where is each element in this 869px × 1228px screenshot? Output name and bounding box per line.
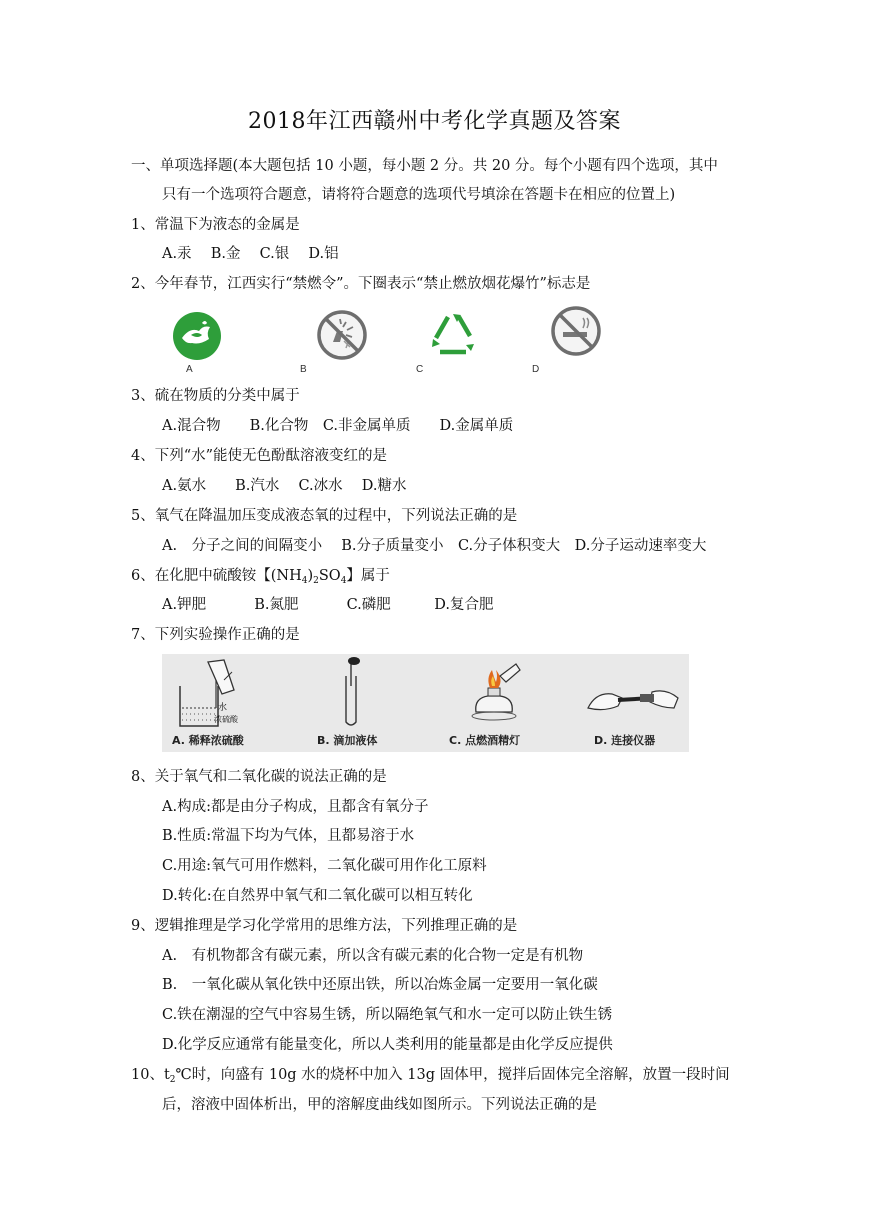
question-9-option-c: C.铁在潮湿的空气中容易生锈，所以隔绝氧气和水一定可以防止铁生锈: [162, 1007, 613, 1023]
q2-label-a: A: [186, 364, 193, 375]
recycle-sign-icon: [428, 311, 480, 359]
question-8-option-b: B.性质:常温下均为气体，且都易溶于水: [162, 828, 415, 844]
page-title: 2018年江西赣州中考化学真题及答案: [248, 109, 621, 134]
lab-operations-figure: [162, 654, 689, 752]
question-5-options: A. 分子之间的间隔变小 B.分子质量变小 C.分子体积变大 D.分子运动速率变大: [162, 538, 707, 554]
caption-b: B. 滴加液体: [317, 734, 378, 747]
question-3-stem: 3、硫在物质的分类中属于: [131, 388, 300, 404]
question-8-option-d: D.转化:在自然界中氧气和二氧化碳可以相互转化: [162, 888, 473, 904]
caption-c: C. 点燃酒精灯: [449, 734, 521, 747]
question-5-stem: 5、氧气在降温加压变成液态氧的过程中，下列说法正确的是: [131, 508, 518, 524]
question-4-stem: 4、下列“水”能使无色酚酞溶液变红的是: [131, 448, 388, 464]
question-10-stem-line2: 后，溶液中固体析出，甲的溶解度曲线如图所示。下列说法正确的是: [162, 1097, 597, 1113]
question-6-stem: 6、在化肥中硫酸铵【$(NH_4)_2SO_4$】属于: [131, 568, 390, 586]
section-header-line2: 只有一个选项符合题意，请将符合题意的选项代号填涂在答题卡在相应的位置上): [162, 187, 676, 203]
q2-label-d: D: [532, 364, 540, 375]
question-9-option-b: B. 一氧化碳从氧化铁中还原出铁，所以冶炼金属一定要用一氧化碳: [162, 977, 598, 993]
beaker-dilution-icon: [172, 656, 252, 732]
question-6-options: A.钾肥 B.氮肥 C.磷肥 D.复合肥: [162, 597, 494, 613]
question-4-options: A.氨水 B.汽水 C.冰水 D.糖水: [162, 478, 407, 494]
question-1-stem: 1、常温下为液态的金属是: [131, 217, 300, 233]
caption-a: A. 稀释浓硫酸: [172, 734, 244, 747]
label-conc-acid: 浓硫酸: [214, 715, 238, 724]
question-8-option-c: C.用途:氧气可用作燃料，二氧化碳可用作化工原料: [162, 858, 487, 874]
section-header-line1: 一、单项选择题(本大题包括 10 小题，每小题 2 分。共 20 分。每个小题有四个选项，其中: [131, 158, 718, 174]
question-9-stem: 9、逻辑推理是学习化学常用的思维方法，下列推理正确的是: [131, 918, 518, 934]
question-8-stem: 8、关于氧气和二氧化碳的说法正确的是: [131, 769, 387, 785]
question-9-option-d: D.化学反应通常有能量变化，所以人类利用的能量都是由化学反应提供: [162, 1037, 613, 1053]
question-3-options: A.混合物 B.化合物 C.非金属单质 D.金属单质: [162, 418, 514, 434]
no-smoking-sign-icon: [550, 305, 602, 357]
q2-label-c: C: [416, 364, 424, 375]
question-1-options: A.汞 B.金 C.银 D.铝: [162, 246, 339, 262]
alcohol-lamp-icon: [462, 658, 526, 728]
question-8-option-a: A.构成:都是由分子构成，且都含有氧分子: [162, 799, 429, 815]
caption-d: D. 连接仪器: [594, 734, 656, 747]
water-saving-logo-icon: [172, 311, 222, 361]
no-fireworks-sign-icon: [316, 309, 368, 361]
question-9-option-a: A. 有机物都含有碳元素，所以含有碳元素的化合物一定是有机物: [162, 948, 584, 964]
connecting-apparatus-icon: [582, 664, 682, 724]
question-2-stem: 2、今年春节，江西实行“禁燃令”。下圈表示“禁止燃放烟花爆竹”标志是: [131, 276, 591, 292]
test-tube-dropper-icon: [334, 656, 374, 730]
question-10-stem: 10、$t_2℃$时，向盛有 10g 水的烧杯中加入 13g 固体甲，搅拌后固体完全溶解，放置一段时间: [131, 1067, 730, 1085]
label-water: 水: [218, 703, 228, 713]
q2-label-b: B: [300, 364, 307, 375]
question-7-stem: 7、下列实验操作正确的是: [131, 627, 300, 643]
